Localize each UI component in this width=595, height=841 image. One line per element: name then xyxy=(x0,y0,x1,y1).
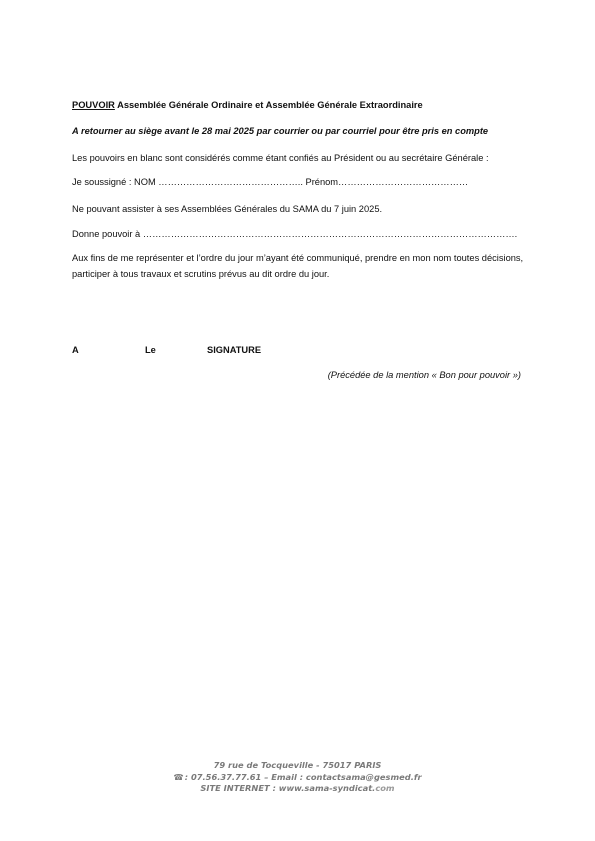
phone-icon: ☎ xyxy=(173,771,184,782)
footer-address: 79 rue de Tocqueville - 75017 PARIS xyxy=(213,760,382,770)
footer-contact-text: : 07.56.37.77.61 – Email : contactsama@gesmed.fr xyxy=(184,771,422,782)
signature-mention: (Précédée de la mention « Bon pour pouvoir ») xyxy=(327,370,521,380)
place-label: A xyxy=(72,345,79,355)
document-title xyxy=(72,99,423,111)
title-keyword: POUVOIR xyxy=(72,100,115,110)
blank-proxy-notice: Les pouvoirs en blanc sont considérés comme étant confiés au Président ou au secrétaire Générale : xyxy=(72,153,489,163)
deadline-notice: A retourner au siège avant le 28 mai 2025 par courrier ou par courriel pour être pris en compte xyxy=(72,126,489,136)
absence-statement: Ne pouvant assister à ses Assemblées Générales du SAMA du 7 juin 2025. xyxy=(72,204,383,214)
date-label: Le xyxy=(145,345,156,355)
footer-website-prefix: SITE INTERNET : www.sama-syndicat. xyxy=(200,783,376,793)
title-text: Assemblée Générale Ordinaire et Assemblée Générale Extraordinaire xyxy=(114,100,423,110)
footer-website-suffix: com xyxy=(375,783,395,793)
footer-contact xyxy=(0,772,595,784)
proxy-to-line: Donne pouvoir à …………………………………………………………………………………………………………. xyxy=(72,229,518,239)
undersigned-line: Je soussigné : NOM ……………………………………….. Prénom…………………………………… xyxy=(72,177,469,187)
signature-label: SIGNATURE xyxy=(207,345,262,355)
page-footer xyxy=(0,760,595,795)
footer-website xyxy=(0,783,595,795)
purpose-paragraph: Aux fins de me représenter et l’ordre du jour m’ayant été communiqué, prendre en mon nom toutes décisions, participer à tous travaux et scrutins prévus au dit ordre du jour. xyxy=(72,253,524,279)
